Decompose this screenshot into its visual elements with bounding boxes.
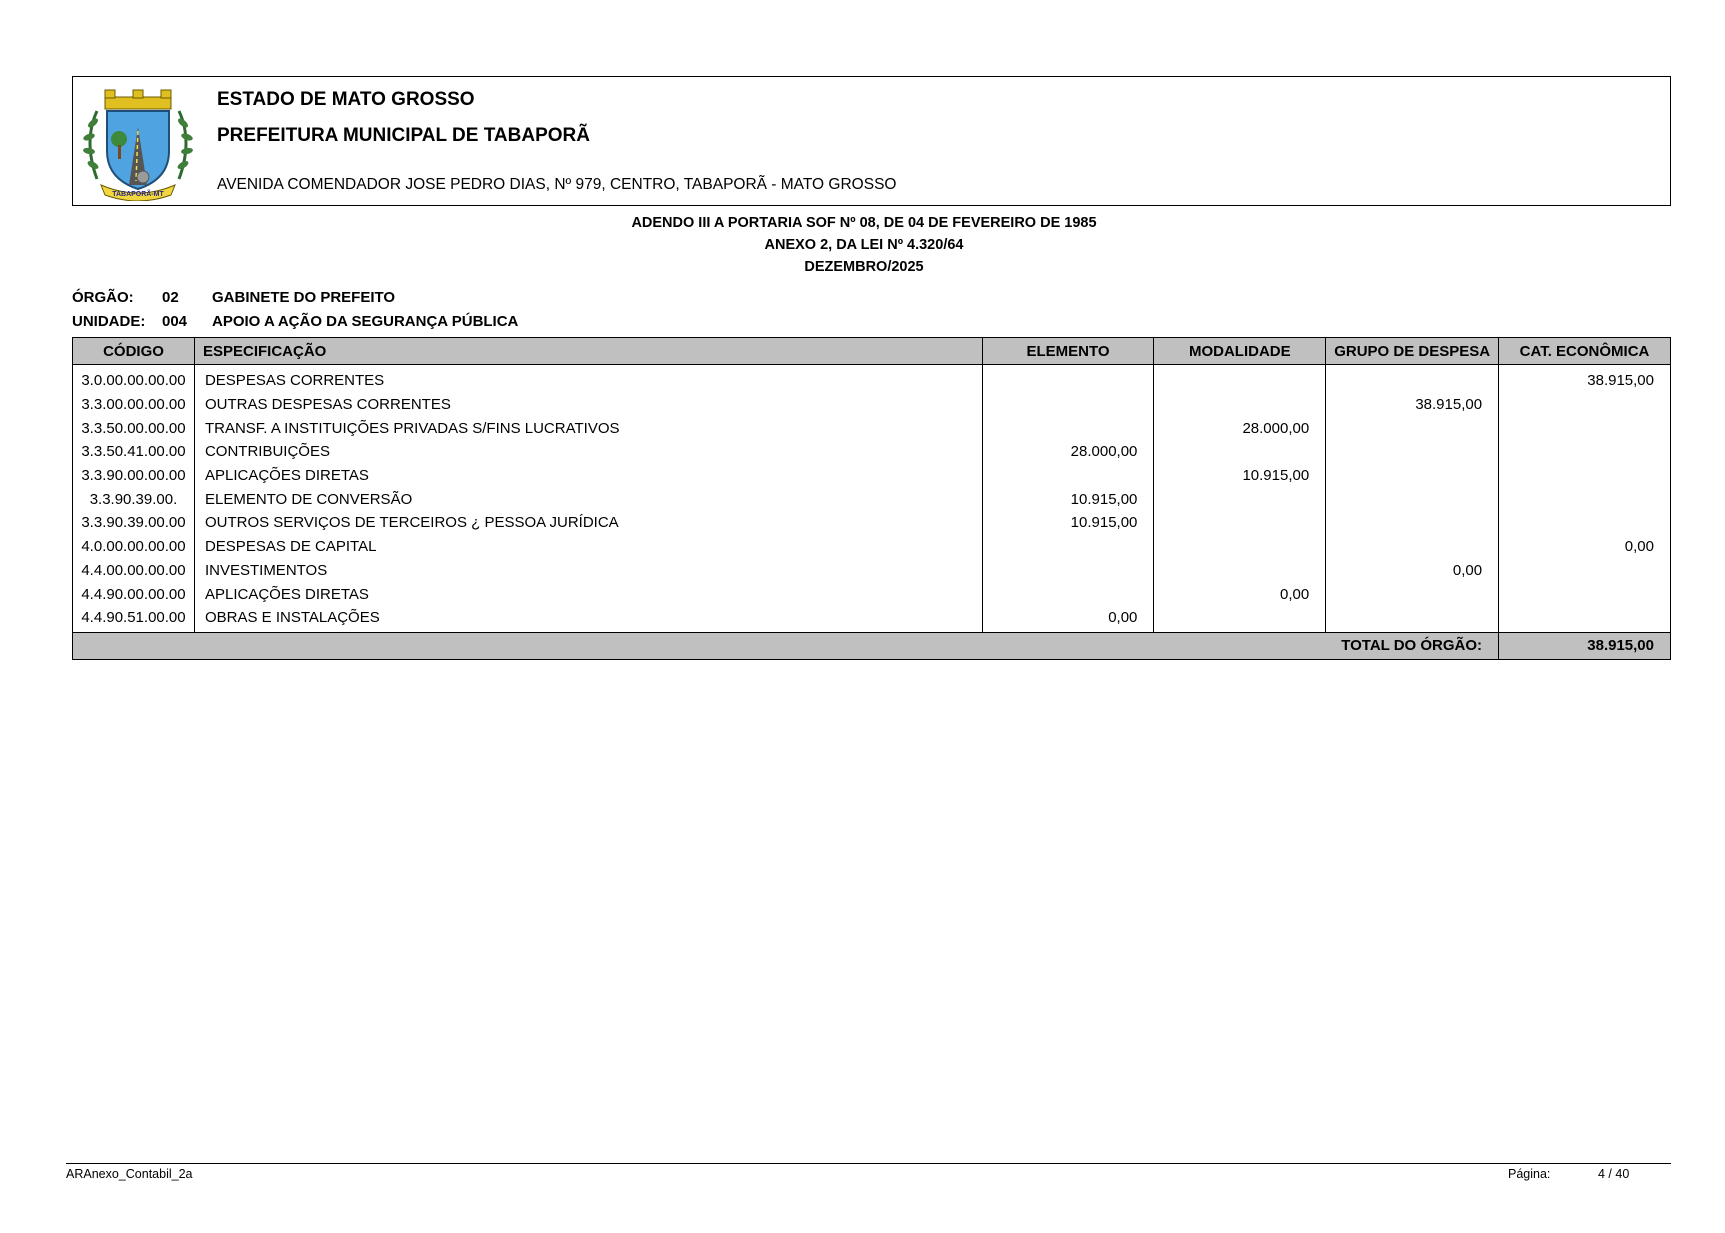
col-header-codigo: CÓDIGO [73, 338, 195, 365]
col-header-grupo-despesa: GRUPO DE DESPESA [1326, 338, 1499, 365]
cell-especificacao: DESPESAS DE CAPITAL [194, 535, 982, 559]
cell-grupo-despesa [1326, 487, 1499, 511]
unidade-label: UNIDADE: [72, 313, 146, 330]
cell-modalidade [1154, 606, 1326, 632]
cell-codigo: 4.0.00.00.00.00 [73, 535, 195, 559]
unidade-name: APOIO A AÇÃO DA SEGURANÇA PÚBLICA [212, 313, 519, 330]
expense-table [72, 337, 1671, 660]
cell-modalidade [1154, 511, 1326, 535]
cell-grupo-despesa [1326, 535, 1499, 559]
table-row [73, 606, 1671, 632]
cell-cat-economica [1499, 559, 1671, 583]
total-row [73, 632, 1671, 659]
prefecture-name: PREFEITURA MUNICIPAL DE TABAPORÃ [217, 125, 590, 146]
cell-especificacao: APLICAÇÕES DIRETAS [194, 464, 982, 488]
col-header-modalidade: MODALIDADE [1154, 338, 1326, 365]
report-header [72, 76, 1671, 206]
cell-modalidade [1154, 393, 1326, 417]
page-label: Página: [1508, 1167, 1551, 1181]
cell-modalidade [1154, 559, 1326, 583]
cell-especificacao: CONTRIBUIÇÕES [194, 440, 982, 464]
cell-modalidade: 10.915,00 [1154, 464, 1326, 488]
cell-codigo: 3.3.00.00.00.00 [73, 393, 195, 417]
cell-cat-economica [1499, 440, 1671, 464]
table-row [73, 365, 1671, 393]
total-value: 38.915,00 [1499, 632, 1671, 659]
cell-modalidade: 28.000,00 [1154, 416, 1326, 440]
table-row [73, 393, 1671, 417]
cell-modalidade [1154, 365, 1326, 393]
cell-cat-economica [1499, 487, 1671, 511]
cell-codigo: 3.3.90.39.00.00 [73, 511, 195, 535]
report-title-line1: ADENDO III A PORTARIA SOF Nº 08, DE 04 DE FEVEREIRO DE 1985 [631, 215, 1097, 231]
municipal-crest-icon [79, 81, 197, 201]
table-row [73, 559, 1671, 583]
table-row [73, 464, 1671, 488]
cell-codigo: 3.3.50.41.00.00 [73, 440, 195, 464]
cell-grupo-despesa [1326, 416, 1499, 440]
cell-grupo-despesa [1326, 606, 1499, 632]
col-header-cat-economica: CAT. ECONÔMICA [1499, 338, 1671, 365]
cell-elemento: 0,00 [982, 606, 1154, 632]
cell-codigo: 3.3.90.00.00.00 [73, 464, 195, 488]
cell-cat-economica [1499, 464, 1671, 488]
col-header-especificacao: ESPECIFICAÇÃO [194, 338, 982, 365]
table-row [73, 416, 1671, 440]
report-title-line3: DEZEMBRO/2025 [804, 259, 924, 275]
cell-especificacao: OBRAS E INSTALAÇÕES [194, 606, 982, 632]
cell-cat-economica [1499, 511, 1671, 535]
cell-elemento [982, 559, 1154, 583]
cell-cat-economica [1499, 606, 1671, 632]
col-header-elemento: ELEMENTO [982, 338, 1154, 365]
table-header-row [73, 338, 1671, 365]
cell-especificacao: OUTRAS DESPESAS CORRENTES [194, 393, 982, 417]
footer-divider [66, 1163, 1671, 1164]
report-titles [0, 212, 1725, 278]
table-row [73, 582, 1671, 606]
state-name: ESTADO DE MATO GROSSO [217, 89, 475, 110]
cell-codigo: 4.4.00.00.00.00 [73, 559, 195, 583]
cell-elemento [982, 393, 1154, 417]
cell-elemento [982, 535, 1154, 559]
cell-modalidade [1154, 487, 1326, 511]
cell-especificacao: OUTROS SERVIÇOS DE TERCEIROS ¿ PESSOA JURÍDICA [194, 511, 982, 535]
cell-grupo-despesa [1326, 365, 1499, 393]
cell-grupo-despesa [1326, 582, 1499, 606]
cell-cat-economica: 38.915,00 [1499, 365, 1671, 393]
cell-codigo: 3.3.90.39.00. [73, 487, 195, 511]
report-title-line2: ANEXO 2, DA LEI Nº 4.320/64 [764, 237, 964, 253]
cell-grupo-despesa [1326, 464, 1499, 488]
orgao-code: 02 [162, 289, 179, 306]
cell-grupo-despesa [1326, 440, 1499, 464]
cell-elemento [982, 365, 1154, 393]
orgao-label: ÓRGÃO: [72, 289, 134, 306]
cell-codigo: 4.4.90.51.00.00 [73, 606, 195, 632]
orgao-name: GABINETE DO PREFEITO [212, 289, 396, 306]
unidade-code: 004 [162, 313, 188, 330]
cell-codigo: 3.0.00.00.00.00 [73, 365, 195, 393]
cell-elemento: 10.915,00 [982, 511, 1154, 535]
table-row [73, 511, 1671, 535]
svg-text:TABAPORÃ-MT: TABAPORÃ-MT [112, 191, 164, 198]
cell-especificacao: DESPESAS CORRENTES [194, 365, 982, 393]
cell-grupo-despesa: 38.915,00 [1326, 393, 1499, 417]
cell-elemento [982, 464, 1154, 488]
cell-codigo: 3.3.50.00.00.00 [73, 416, 195, 440]
cell-elemento: 28.000,00 [982, 440, 1154, 464]
cell-cat-economica [1499, 393, 1671, 417]
cell-cat-economica [1499, 416, 1671, 440]
table-row [73, 440, 1671, 464]
cell-modalidade [1154, 440, 1326, 464]
cell-cat-economica [1499, 582, 1671, 606]
table-row [73, 487, 1671, 511]
cell-cat-economica: 0,00 [1499, 535, 1671, 559]
cell-grupo-despesa [1326, 511, 1499, 535]
table-row [73, 535, 1671, 559]
cell-modalidade: 0,00 [1154, 582, 1326, 606]
cell-especificacao: INVESTIMENTOS [194, 559, 982, 583]
cell-codigo: 4.4.90.00.00.00 [73, 582, 195, 606]
cell-grupo-despesa: 0,00 [1326, 559, 1499, 583]
total-label: TOTAL DO ÓRGÃO: [73, 632, 1499, 659]
cell-modalidade [1154, 535, 1326, 559]
prefecture-address: AVENIDA COMENDADOR JOSE PEDRO DIAS, Nº 979, CENTRO, TABAPORÃ - MATO GROSSO [217, 176, 897, 193]
page-number: 4 / 40 [1598, 1167, 1630, 1181]
cell-elemento [982, 582, 1154, 606]
cell-especificacao: ELEMENTO DE CONVERSÃO [194, 487, 982, 511]
cell-especificacao: TRANSF. A INSTITUIÇÕES PRIVADAS S/FINS LUCRATIVOS [194, 416, 982, 440]
report-code: ARAnexo_Contabil_2a [66, 1167, 193, 1181]
cell-especificacao: APLICAÇÕES DIRETAS [194, 582, 982, 606]
cell-elemento [982, 416, 1154, 440]
cell-elemento: 10.915,00 [982, 487, 1154, 511]
